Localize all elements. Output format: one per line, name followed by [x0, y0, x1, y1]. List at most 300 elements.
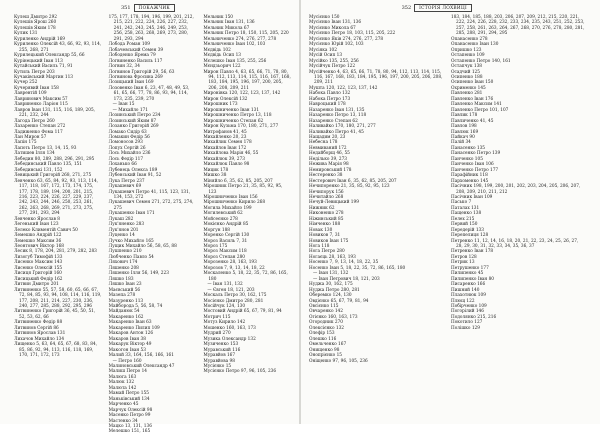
index-entry: Нуджа 30, 162, 175	[309, 282, 353, 288]
index-entry: Мусієнко Юрій 102, 103	[309, 42, 364, 48]
index-entry: Панасенко 135	[451, 145, 486, 151]
index-entry: Лисицький Федір 162	[14, 276, 63, 282]
index-entry: Лизогуб Тимофій 133	[14, 254, 63, 260]
index-entry: Носенко Іван 5, 18, 22, 35, 72, 86, 165, 180	[309, 265, 406, 271]
index-entry: Палій 34	[451, 140, 471, 146]
index-entry: Морозенко 28, 163, 193	[203, 260, 257, 266]
index-entry: Литвинов Ярослав 131	[14, 331, 66, 337]
index-entry: Охрименко 145	[451, 85, 486, 91]
index-entry: Мирон Кузьма 170, 180, 271, 277	[203, 124, 279, 130]
index-entry: Павленко 281	[451, 91, 483, 97]
index-entry: Кулешів Ярош 260	[14, 20, 57, 26]
index-entry: Куриленко Олексій 43, 66, 92, 93, 114, 255, 268, 271	[14, 42, 102, 53]
index-entry: Лисенко Олексій 155	[14, 265, 63, 271]
index-entry: Ляшенко 208	[108, 265, 139, 271]
index-entry: Набока Петро 173	[309, 96, 351, 102]
index-entry: Лозанко Григорій 269	[108, 124, 159, 130]
index-entry: Лелеко Климентій Савич 50	[14, 227, 78, 233]
index-entry: — Петро 160	[112, 358, 142, 364]
index-entry: Лобода Роман 109	[108, 42, 150, 48]
index-entry: Лаврентій 109	[14, 91, 47, 97]
index-entry: Кутайський Василь 71, 91	[14, 64, 73, 70]
index-entry: Мирон Павло 4, 63, 65, 66, 71, 78, 80, 94, 112, 113, 114, 115, 116, 167, 168, 183, 184, 195, 196, 197, 200, 205, 206, 208, 209, 211	[203, 69, 291, 91]
index-entry: Музика Олександр 132	[203, 336, 256, 342]
index-entry: Мєлешко Іван 135, 255, 256	[203, 58, 267, 64]
index-entry: Малиновський Олександр 47	[108, 364, 175, 369]
index-entry: Наливайко Петро 41, 45	[309, 129, 364, 135]
index-entry: Курилецький Олександр 55, 66	[14, 53, 85, 59]
index-entry: Мороз 175	[203, 244, 228, 250]
index-entry: Левицький Григорій 268, 271, 275	[14, 173, 92, 179]
index-entry: Лебединські 131, 152	[14, 167, 63, 173]
index-entry: Лось Михайло 236	[108, 151, 151, 157]
index-entry: Лукашевич 69	[108, 184, 142, 190]
index-entry: Музиченко 153	[203, 342, 239, 348]
index-entry: Набока Павло 132	[309, 91, 351, 97]
index-entry: Мороз Степан 280	[203, 254, 245, 260]
index-entry: Мєдвідь Осип 13	[203, 53, 242, 59]
index-entry: Маньківський 134	[108, 396, 150, 402]
index-entry: Огієнко 160, 163, 173	[309, 314, 358, 320]
index-entry: Ляшко Іван 23	[108, 282, 142, 288]
index-entry: Побірченко 109	[451, 304, 487, 310]
index-entry: Назаренко Петро 13, 118	[309, 113, 367, 119]
index-entry: Лебединський Павло 135, 151	[14, 162, 82, 168]
index-entry: Мусієнко Іван 131, 136	[309, 20, 362, 26]
index-entry: Малюта 142	[108, 385, 137, 391]
index-entry: Мокієнко Андрій 85	[203, 222, 249, 228]
index-entry: Лоханько 66	[108, 162, 137, 168]
index-entry: Новиков 7, 31	[309, 233, 341, 239]
index-entry: Лесик 8, 178, 204, 281, 279, 282, 283	[14, 249, 97, 255]
index-entry: Ломоносов 293	[108, 140, 143, 146]
index-entry: Литвиненко Федір 88	[14, 320, 63, 326]
index-entry: Огородник 270	[309, 320, 343, 326]
index-entry: Мастенко 34	[108, 418, 138, 424]
index-entry: Мєдвідь 102	[203, 47, 231, 53]
index-entry: Лукашенко Іван 171	[108, 211, 155, 217]
index-entry: Курінецький Іван 113	[14, 58, 63, 64]
index-entry: Мазепа 278	[108, 293, 136, 299]
index-entry: Макарук Віктор 49	[108, 342, 152, 348]
index-entry: Невмиваний 172	[309, 145, 347, 151]
index-entry: Ломако Сидір 63	[108, 129, 147, 135]
index-entry: Подолянко 215, 216	[451, 314, 497, 320]
index-entry: Пилипенко Іван 80	[451, 276, 495, 282]
index-entry: Митрофанов 41, 45	[203, 129, 247, 135]
index-entry: Ніжинський 85	[309, 216, 344, 222]
index-entry: Мельниченко 274, 276, 277, 278	[203, 36, 277, 42]
index-entry: Муравйова 98	[203, 358, 235, 364]
index-entry: Лук'янов 201	[108, 227, 139, 233]
index-entry: Петренко 11, 12, 14, 16, 18, 20, 21, 22, 23, 24, 25, 26, 27, 28, 29, 30, 31, 32, 33, 34, 35, 36, 37	[451, 238, 579, 250]
index-entry: Лукашевич Семен 271, 272, 275, 274, 275	[108, 200, 194, 211]
index-entry: Кучаківський Мартин 113	[14, 74, 73, 80]
index-entry: Макаров Антон 126	[108, 331, 154, 337]
index-entry: Омельченко 167	[309, 342, 347, 348]
index-entry: Мирон Олексій 132	[203, 96, 248, 102]
index-entry: Муравйов 167	[203, 353, 236, 359]
index-entry: Павленко Петро 101, 107	[451, 107, 509, 113]
index-entry: Леонтович Віктор 168	[14, 244, 64, 250]
index-entry: Пасічник Іван 109	[451, 194, 493, 200]
index-entry: Левченко Ярослав 8	[14, 216, 60, 222]
index-entry: Мосійчук 124, 130	[203, 304, 246, 310]
index-entry: Логвиненко Василь 117	[108, 58, 163, 64]
index-entry: Писаренко 166	[451, 282, 486, 288]
index-entry: Ладиженко Фома 117	[14, 129, 63, 135]
index-entry: Михайлов Іван 172	[203, 145, 247, 151]
index-entry: Парафійник 118	[451, 173, 488, 179]
index-entry: Пишний 140	[451, 287, 480, 293]
right-page	[301, 0, 600, 424]
index-entry: Мусієнко 150	[309, 15, 340, 20]
index-entry: Плющ 122	[451, 298, 475, 304]
index-entry: Лагода Петро 260	[14, 118, 55, 124]
index-entry: Овдієнко 65, 67, 79, 81, 94	[309, 298, 369, 304]
index-column	[203, 15, 291, 422]
index-entry: Латишев Ілля 134	[14, 151, 55, 157]
index-entry: Опанасенко Іван 130	[451, 42, 499, 48]
index-entry: Пайкач 90	[451, 134, 475, 140]
index-entry: Лопух Сергій 26	[108, 145, 146, 151]
index-entry: Нога 118	[309, 244, 330, 250]
index-entry: Остапенко Петро 140, 161	[451, 58, 511, 64]
index-entry: Петрушенко 177	[451, 265, 489, 271]
index-entry: Макаренко 162	[108, 314, 144, 320]
index-entry: Макаренко Іван 63	[108, 320, 152, 326]
index-entry: Оніщенко 97, 96, 105, 236	[309, 358, 368, 364]
index-entry: Панченко Іван 106	[451, 162, 494, 168]
index-entry: Новиков Іван 175	[309, 238, 349, 244]
index-entry: Моренко Сергій 130	[203, 233, 250, 239]
index-entry: Онопрієнко 15	[309, 353, 342, 359]
index-entry: Мусієнко Петро 97, 96, 105, 236	[203, 369, 277, 375]
index-entry: Німченко 188	[309, 222, 341, 228]
index-entry: Мелешко 151, 165	[108, 429, 151, 435]
index-entry: — Іван 131, 132	[207, 282, 243, 288]
right-page-header	[301, 2, 472, 14]
index-entry: Кучер 252	[14, 80, 38, 86]
index-entry: Мірошниченко Кирило 268	[203, 200, 266, 206]
index-entry: Мотуз Кирило 142	[203, 320, 246, 326]
index-entry: Мусієнко Петро 18, 103, 115, 205, 222	[309, 31, 396, 37]
index-entry: Ляшенко Ілля 56, 149, 223	[108, 271, 169, 277]
index-entry: Мудрий 270	[203, 331, 231, 337]
index-entry: Лозовенко Іван 6, 23, 47, 48, 49, 53, 61, 65, 66, 77, 78, 86, 93, 94, 114, 173, 235, 239, 270	[108, 85, 190, 102]
index-entry: Пащенко 138	[451, 211, 482, 217]
index-entry: Мусієнко Микола 67	[309, 25, 356, 31]
index-entry: Лапін 175	[14, 140, 37, 146]
index-entry: Павлов 198	[451, 124, 477, 130]
index-entry: Перепелиця 128	[451, 233, 489, 239]
index-entry: Кулешів Яким 178	[14, 25, 56, 31]
index-entry: Лукаш 282	[108, 216, 134, 222]
index-entry: Москаль Петро 30, 162, 175	[203, 293, 267, 299]
index-entry: — Іван 15	[112, 102, 135, 108]
index-entry: Михайлова Марія 46, 55	[203, 151, 259, 157]
index-entry: Опришко 123	[451, 47, 482, 53]
index-entry: Погорілий 146	[451, 309, 484, 315]
left-running-head: ПОКАЖЧИК	[134, 4, 175, 12]
index-entry: Мостовий Андрій 65, 67, 79, 81, 94	[203, 309, 282, 315]
index-entry: Павлик 178	[451, 113, 478, 119]
index-entry: Неділько 39, 273	[309, 156, 347, 162]
index-entry: Нечитайло 268	[309, 194, 344, 200]
index-entry: Лозинський Петро 234	[108, 113, 161, 119]
index-entry: Нежива Марія 98	[309, 162, 349, 168]
index-entry: Михайлюк Павло 98	[203, 162, 250, 168]
index-entry: Любченко Павло 54	[108, 254, 154, 260]
index-entry: Павлюк 169	[451, 129, 479, 135]
index-entry: Петров 128	[451, 254, 477, 260]
index-entry: Лебедин 80, 289, 288, 296, 291, 295	[14, 156, 95, 162]
index-entry: Лавриненко Ларіон 115	[14, 102, 68, 108]
index-entry: Пасько 7	[451, 200, 472, 206]
index-entry: Немировський 178	[309, 167, 352, 173]
index-entry: Назаренко Степан 62	[309, 118, 358, 124]
index-entry: Мусіяка 102	[309, 47, 337, 53]
index-entry: Мусійчук Петро 122	[309, 64, 356, 70]
index-entry: Нижник 62	[309, 205, 335, 211]
index-entry: Плахотнюк 109	[451, 293, 486, 299]
index-entry: Мельник Іван 131, 136	[203, 20, 255, 26]
index-entry: Мирошник 173	[203, 102, 238, 108]
index-entry: Олексієнко 132	[309, 325, 344, 331]
index-entry: Марчук Олексій 98	[108, 407, 153, 413]
index-entry: Петренко Іван 178	[451, 249, 494, 255]
index-entry: Мирошниченко Петро 13, 118	[203, 113, 272, 119]
index-entry: — Іван Петрович 18, 121, 203	[313, 276, 380, 282]
index-entry: Мельниченко Іван 102, 103	[203, 42, 266, 48]
index-entry: Лавринович Максим 57	[14, 96, 68, 102]
index-entry: Носенко 7, 9, 13, 14, 18, 22, 35	[309, 260, 379, 266]
index-entry: Олефір 153	[309, 331, 335, 337]
index-entry: Кулеш Дмитро 292	[14, 15, 57, 20]
index-entry: Майборода 5, 56, 58, 74	[108, 304, 163, 310]
index-entry: Мусійченко 4, 63, 65, 66, 71, 78, 80, 94, 112, 113, 114, 115, 116, 167, 168, 183, 184, 195, 196, 197, 200, 205, 206, 208, 209, 211	[309, 69, 443, 86]
right-index-columns	[309, 15, 586, 422]
index-entry: Нестерович Іван 6, 35, 62, 85, 205, 207	[309, 178, 397, 184]
left-page	[0, 0, 299, 435]
index-entry: Малюк 132	[108, 380, 135, 386]
index-entry: Мельник Микола 67	[203, 25, 250, 31]
index-entry: Ногаєць 28, 163, 193	[309, 254, 356, 260]
index-entry: Луценко 14	[108, 233, 135, 239]
index-entry: Мошенко 160, 163, 173	[203, 325, 256, 331]
index-entry: Мірошник Петро 21, 35, 85, 92, 95, 123	[203, 184, 283, 195]
index-entry: Маєвський 56	[108, 287, 141, 293]
index-entry: Павленко Іван 176	[451, 96, 494, 102]
index-entry: Лубенський Іван 91, 52	[108, 173, 162, 179]
index-entry: Легенький Іван 123	[14, 222, 59, 228]
index-entry: Петрик 13	[451, 260, 475, 266]
index-column	[309, 15, 444, 422]
index-entry: Кутиль Петро 203	[14, 69, 55, 75]
index-entry: Моргун 188	[203, 227, 230, 233]
left-page-number: 351	[121, 5, 131, 11]
index-entry: Литвиненко 55, 57, 58, 60, 65, 66, 67, 72, 84, 85, 93, 94, 108, 114, 116, 119, 177, 208, 211, 214, 227, 230, 236, 240, 277, 285, 288, 292, 295, 296	[14, 287, 102, 310]
index-entry: Макогон Іван 53	[108, 347, 146, 353]
index-entry: Небесна 178	[309, 140, 338, 146]
index-entry: Михайлик Семен 178	[203, 140, 252, 146]
index-entry: Овсієнко 115	[309, 304, 339, 310]
index-entry: Лубенець Олекса 189	[108, 167, 158, 173]
index-entry: Мирошниченко Іван 131	[203, 107, 260, 113]
index-entry: Мельник Петро 18, 150, 115, 205, 220	[203, 31, 289, 37]
index-entry: Міняйло 6, 35, 62, 85, 205, 207	[203, 178, 273, 184]
right-page-number: 352	[401, 5, 412, 11]
index-entry: Лук'яненко 283	[108, 222, 145, 228]
index-entry: Осипенко 188	[451, 74, 483, 80]
index-entry: Могила Михайло 199	[203, 205, 252, 211]
index-entry: Морозов 7, 9, 13, 14, 18, 22	[203, 265, 265, 271]
index-entry: Овчаренко 142	[309, 309, 343, 315]
index-entry: Полішко 129	[451, 325, 480, 331]
index-entry: Мамай Петро 155	[108, 391, 149, 397]
index-entry: 183, 184, 185, 188, 203, 206, 207, 209, 212, 215, 220, 221, 222, 224, 226, 228, 232, 233, 234, 235, 243, 251, 252, 253, 257, 258, 261, 263, 264, 267, 268, 270, 276, 278, 280, 281, 285, 288, 291, 294, 295	[451, 15, 585, 37]
index-entry: Малюга 163	[108, 374, 137, 380]
left-index-columns	[14, 15, 291, 435]
index-entry: Панасенко Петро 139	[451, 151, 501, 157]
index-entry: Лозинський Яким 87	[108, 118, 157, 124]
index-column	[14, 15, 102, 422]
index-entry: Лемешко Максим 36	[14, 238, 62, 244]
index-entry: Лисенко Максим 143	[14, 260, 63, 266]
index-entry: Пархоменко 145	[451, 178, 489, 184]
index-entry: Логвинов Григорій 29, 56, 63	[108, 69, 175, 75]
index-entry: Мусієнко 15	[203, 364, 232, 369]
index-entry: Ломакин Федір 56	[108, 134, 150, 140]
index-entry: Логвин 32, 34	[108, 64, 140, 70]
index-entry: Мазуренко 113	[108, 298, 144, 304]
left-page-header	[118, 2, 299, 14]
index-entry: Лапоть Петро 13, 14, 15, 93	[14, 145, 77, 151]
index-entry: Навроцький 178	[309, 102, 346, 108]
index-entry: Панченко 105	[451, 156, 483, 162]
index-entry: Лан Мирон 57	[14, 134, 47, 140]
index-entry: Павленко Максим 141	[451, 102, 502, 108]
index-entry: Ляшко 183	[108, 276, 134, 282]
index-entry: Мусієнко Яків 274, 276, 277, 278	[309, 36, 384, 42]
index-entry: Мицик 178	[203, 167, 229, 173]
index-entry: Майданюк 54	[108, 309, 140, 315]
index-entry: Литвиненко Григорій 36, 45, 50, 51, 52, 53, 62, 66	[14, 309, 96, 320]
index-entry: Кулик 131	[14, 31, 38, 37]
index-entry: Лемешко Андрій 122	[14, 233, 62, 239]
index-entry: Марченко 45	[108, 402, 139, 408]
index-entry: — Михайло 171	[112, 107, 148, 113]
index-entry: Павличенко 41, 45	[451, 118, 494, 124]
index-entry: Могилевський 62	[203, 211, 243, 217]
index-entry: Лущик Михайло 56, 58, 65, 88	[108, 244, 177, 250]
index-entry: Малий 33, 164, 156, 166, 161	[108, 353, 174, 359]
index-entry: Наливайко 170, 180, 271, 277	[309, 124, 376, 130]
index-entry: Недайборщ 46, 55	[309, 151, 350, 157]
index-entry: Новак 130	[309, 227, 333, 233]
index-entry: Миронівка 120, 122, 123, 137, 142	[203, 91, 281, 97]
index-entry: Литвин Дмитро 201	[14, 282, 59, 288]
index-entry: Нащадим 20, 23	[309, 134, 346, 140]
index-entry: Куриленко Андрій 169	[14, 36, 65, 42]
right-running-head: ІСТОРІЯ ЛОХВИЦІ	[414, 4, 472, 12]
index-entry: Мельник 150	[203, 15, 234, 20]
index-entry: Лободенко Ярема 79	[108, 53, 156, 59]
index-entry: Муравський 116	[203, 347, 241, 353]
index-entry: Нечипорук 156	[309, 189, 344, 195]
index-entry: Мушта 120, 122, 123, 137, 142	[309, 85, 378, 91]
index-entry: Пилипенко 45	[451, 271, 484, 277]
index-entry: Оберемко 124, 130	[309, 293, 352, 299]
index-entry: Олешко 116	[309, 336, 337, 342]
index-entry: Первий 150	[451, 222, 478, 228]
index-entry: Лось Федір 117	[108, 156, 144, 162]
index-entry: Нуджа Петро 280, 281	[309, 287, 360, 293]
index-entry: Михайленко 20, 23	[203, 134, 247, 140]
index-entry: Лавров Іван 131, 115, 116, 189, 205, 221, 232, 244	[14, 107, 96, 119]
index-entry: Онищенко 98	[309, 347, 340, 353]
index-entry: Мусійко 135, 255, 256	[309, 58, 359, 64]
index-entry: Левченко 63, 65, 84, 92, 93, 113, 114, 117, 118, 167, 172, 173, 174, 175, 177, 178, 189, 194, 200, 201, 215, 216, 223, 224, 226, 227, 229, 237, 242, 243, 244, 246, 250, 253, 261, 262, 263, 268, 269, 271, 273, 275, 277, 291, 293, 294	[14, 178, 99, 217]
index-entry: Лучко Михайло 165	[108, 238, 154, 244]
index-entry: Остапчук 138	[451, 64, 483, 70]
index-entry: Лазаренко Степан 272	[14, 124, 66, 130]
index-entry: Ляхович 174	[108, 260, 138, 266]
index-entry: Малиш Петро 14	[108, 369, 148, 375]
index-entry: Макаренко Пилип 109	[108, 325, 160, 331]
index-entry: Михайлюк 39, 273	[203, 156, 245, 162]
index-entry: Остапенко 109	[451, 53, 485, 59]
index-entry: Лозицький Іван 169	[108, 80, 154, 86]
index-entry: Литвинов Сергій 86	[14, 325, 59, 331]
index-entry: Никоненко 278	[309, 211, 344, 217]
index-entry: Лихачов Михайло 134	[14, 336, 65, 342]
index-entry: Мірошниченко Іван 156	[203, 194, 258, 200]
index-entry: Нестеренко 38	[309, 173, 343, 179]
index-entry: Нечуй-Левицький 199	[309, 200, 359, 206]
index-entry: Мосієнко Дмитро 280, 281	[203, 298, 264, 304]
index-entry: Лушпенко 210	[108, 249, 142, 255]
index-entry: 175, 177, 178, 194, 196, 199, 201, 212, 215, 221, 222, 224, 226, 227, 232, 241, 242, 243, 245, 246, 249, 253, 256, 258, 263, 268, 269, 273, 280, 291, 293, 294	[108, 15, 194, 42]
index-entry: Покотило 127	[451, 320, 483, 326]
index-entry: Передерій 133	[451, 227, 484, 233]
index-entry: Опанасенко 278	[451, 36, 488, 42]
index-column	[451, 15, 586, 422]
index-entry: Осадчий 125	[451, 69, 480, 75]
index-entry: Москаленко 5, 18, 22, 35, 72, 86, 165, 180	[203, 271, 288, 282]
index-entry: Логвинова Фросина 269	[108, 74, 163, 80]
index-entry: Лука Петро 237	[108, 178, 145, 184]
index-entry: Кучерявий Іван 158	[14, 85, 59, 91]
index-entry: — Євген 18, 121, 203	[207, 287, 255, 293]
index-entry: Нечипоренко 21, 35, 85, 92, 95, 123	[309, 184, 390, 190]
index-entry: Пелех 215	[451, 216, 475, 222]
index-entry: Мишко 38	[203, 173, 227, 179]
index-entry: Мирошниченко Степан 62	[203, 118, 264, 124]
index-entry: Мєндзьорич 122	[203, 64, 241, 70]
index-entry: Паталах 131	[451, 205, 480, 211]
index-entry: — Іван 131, 132	[313, 271, 349, 277]
index-entry: Лищенко 5, 63, 64, 65, 67, 68, 83, 84, 85, 86, 92, 94, 113, 116, 118, 169, 170, 171, 172, 173	[14, 342, 98, 359]
index-entry: Мороз Максим 118	[203, 249, 247, 255]
index-entry: Пасічник 198, 199, 200, 201, 202, 203, 204, 205, 206, 207, 208, 209, 210, 211, 212	[451, 184, 581, 195]
index-entry: Лобачевський Семен 39	[108, 47, 164, 53]
index-entry: Мотрич 115	[203, 314, 231, 320]
index-entry: Назаренко Іван 131, 135	[309, 107, 365, 113]
index-entry: Панченко Петро 177	[451, 167, 499, 173]
index-entry: Лукашевич Петро 41, 115, 123, 131, 134, 153, 272	[108, 189, 191, 200]
index-entry: Мойсеєнко 278	[203, 216, 238, 222]
